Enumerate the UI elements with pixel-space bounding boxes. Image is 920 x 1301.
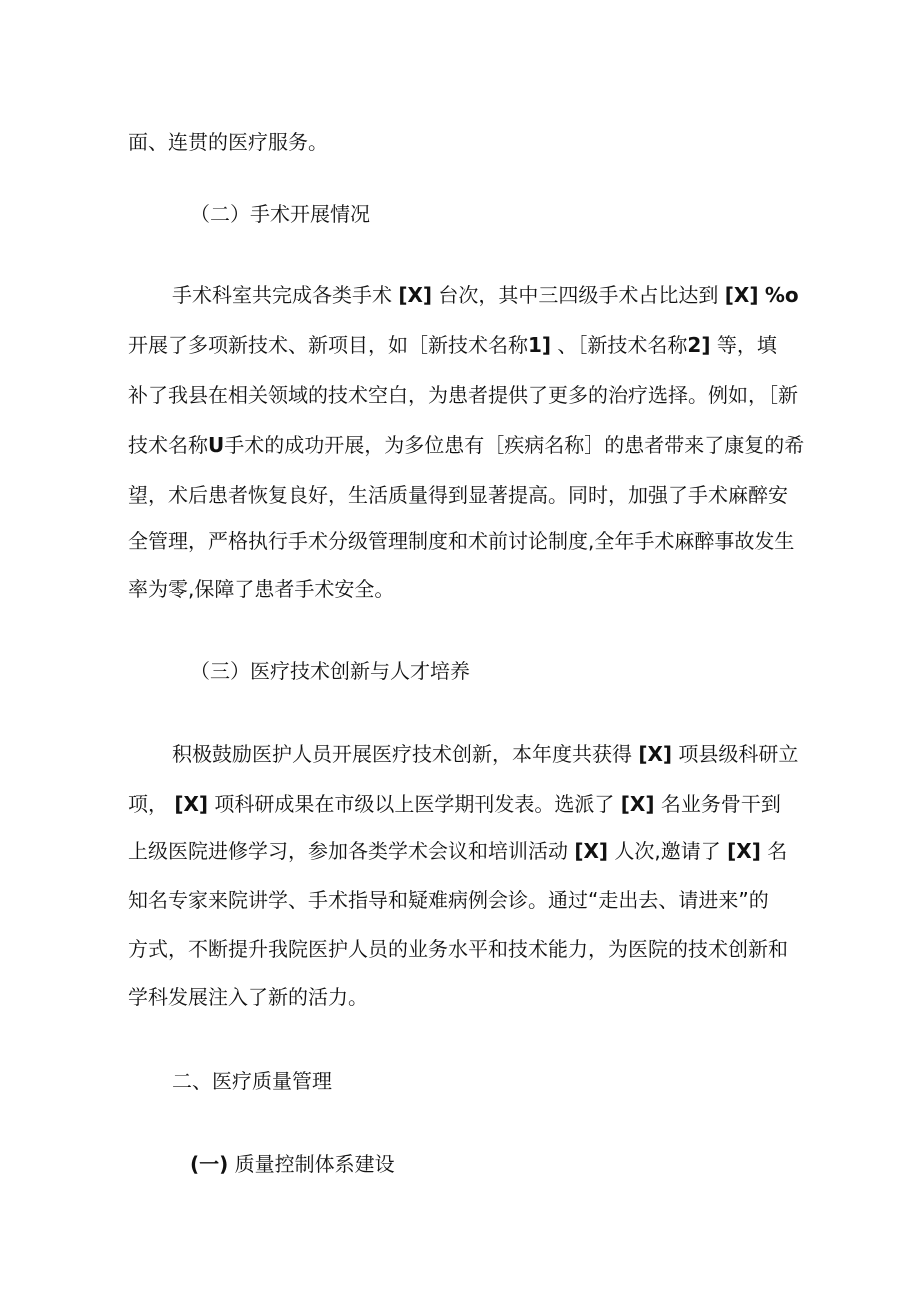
paragraph-line: 望，术后患者恢复良好，生活质量得到显著提高。同时，加强了手术麻醉安 — [128, 483, 788, 507]
sub-heading-quality-control: (一) 质量控制体系建设 — [190, 1152, 395, 1176]
paragraph-line: 积极鼓励医护人员开展医疗技术创新，本年度共获得 [X] 项县级科研立 — [172, 742, 799, 766]
paragraph-line: 手术科室共完成各类手术 [X] 台次，其中三四级手术占比达到 [X] %o — [172, 283, 799, 307]
paragraph-line: 开展了多项新技术、新项目，如［新技术名称1] 、［新技术名称2] 等，填 — [128, 333, 777, 357]
paragraph-line: 知名专家来院讲学、手术指导和疑难病例会诊。通过“走出去、请进来”的 — [128, 888, 769, 912]
paragraph-line: 学科发展注入了新的活力。 — [128, 985, 368, 1009]
paragraph-line: 方式，不断提升我院医护人员的业务水平和技术能力，为医院的技术创新和 — [128, 937, 788, 961]
paragraph-line: 技术名称U手术的成功开展，为多位患有［疾病名称］的患者带来了康复的希 — [128, 433, 805, 457]
paragraph-line: 面、连贯的医疗服务。 — [128, 130, 328, 154]
paragraph-line: 率为零,保障了患者手术安全。 — [128, 577, 395, 601]
paragraph-line: 项， [X] 项科研成果在市级以上医学期刊发表。选派了 [X] 名业务骨干到 — [128, 792, 781, 816]
section-heading-quality: 二、医疗质量管理 — [172, 1069, 332, 1093]
section-heading-surgery: （二）手术开展情况 — [190, 202, 370, 226]
section-heading-innovation: （三）医疗技术创新与人才培养 — [190, 659, 470, 683]
paragraph-line: 上级医院进修学习，参加各类学术会议和培训活动 [X] 人次,邀请了 [X] 名 — [128, 839, 788, 863]
paragraph-line: 全管理，严格执行手术分级管理制度和术前讨论制度,全年手术麻醉事故发生 — [128, 529, 795, 553]
paragraph-line: 补了我县在相关领域的技术空白，为患者提供了更多的治疗选择。例如，［新 — [128, 383, 798, 407]
